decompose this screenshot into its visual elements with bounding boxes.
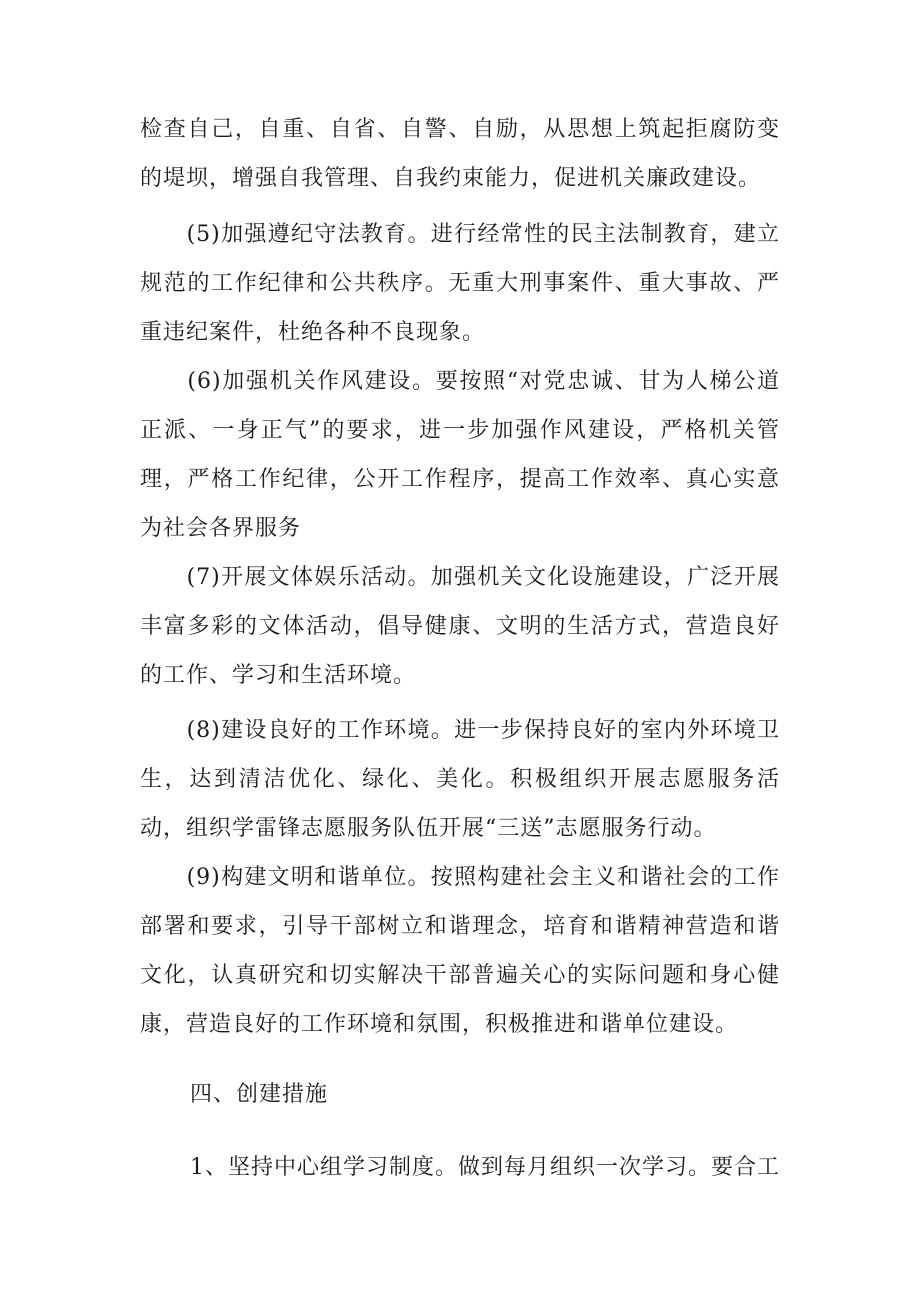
- paragraph-self-discipline: 检查自己，自重、自省、自警、自励，从思想上筑起拒腐防变的堤坝，增强自我管理、自我约束能力，促进机关廉政建设。: [140, 117, 780, 191]
- paragraph-measure-1: 1、坚持中心组学习制度。做到每月组织一次学习。要合工: [190, 1155, 780, 1180]
- paragraph-item-9: (9)构建文明和谐单位。按照构建社会主义和谐社会的工作部署和要求，引导干部树立和谐理念，培育和谐精神营造和谐文化，认真研究和切实解决干部普遍关心的实际问题和身心健康，营造良好的工作环境和氛围，积极推进和谐单位建设。: [140, 865, 780, 1037]
- paragraph-item-7: (7)开展文体娱乐活动。加强机关文化设施建设，广泛开展丰富多彩的文体活动，倡导健康、文明的生活方式，营造良好的工作、学习和生活环境。: [140, 565, 780, 688]
- paragraph-item-6: (6)加强机关作风建设。要按照“对党忠诚、甘为人梯公道正派、一身正气”的要求，进一步加强作风建设，严格机关管理，严格工作纪律，公开工作程序，提高工作效率、真心实意为社会各界服务: [140, 369, 780, 541]
- paragraph-item-8: (8)建设良好的工作环境。进一步保持良好的室内外环境卫生，达到清洁优化、绿化、美化。积极组织开展志愿服务活动，组织学雷锋志愿服务队伍开展“三送”志愿服务行动。: [140, 718, 780, 841]
- paragraph-item-5: (5)加强遵纪守法教育。进行经常性的民主法制教育，建立规范的工作纪律和公共秩序。无重大刑事案件、重大事故、严重违纪案件，杜绝各种不良现象。: [140, 222, 780, 345]
- section-heading: 四、创建措施: [190, 1082, 329, 1107]
